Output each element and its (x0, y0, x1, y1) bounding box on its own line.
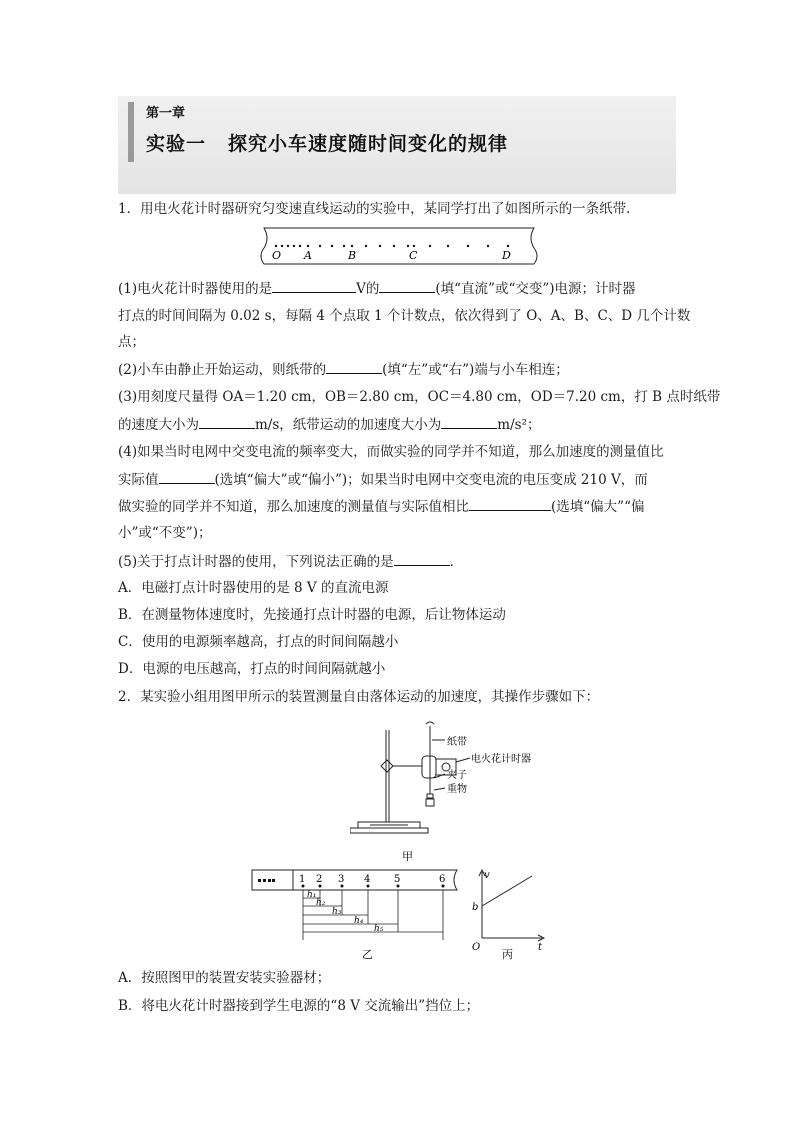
intercept-label: b (472, 902, 479, 913)
q1-option-d: D．电源的电压越高，打点的时间间隔就越小 (118, 661, 386, 677)
tape-label-D: D (502, 249, 511, 262)
page-title (146, 129, 508, 156)
weight (426, 799, 434, 806)
axis-t-label: t (538, 942, 543, 953)
q2-step-b: B．将电火花计时器接到学生电源的“8 V 交流输出”挡位上； (118, 998, 480, 1014)
tape-label-C: C (409, 249, 418, 262)
q1-part4-line2: 实际值 (选填“偏大”或“偏小”)；如果当时电网中交变电流的电压变成 210 V，而 (118, 472, 648, 488)
tape-dot (343, 245, 345, 247)
q2-figure-bing (466, 866, 556, 968)
clamp (381, 760, 393, 772)
chapter-label: 第一章 (146, 106, 186, 121)
tape-dot (429, 245, 431, 247)
q1-part1-line1: (1)电火花计时器使用的是 V的 (填“直流”或“交变”)电源；计时器 (118, 281, 636, 297)
h2-label: h₂ (316, 898, 326, 908)
tape-label-B: B (348, 249, 357, 262)
h5-label: h₅ (374, 924, 384, 934)
tape-dot (487, 245, 489, 247)
q1-part4-line1: (4)如果当时电网中交变电流的频率变大，而做实验的同学并不知道，那么加速度的测量值比 (118, 444, 664, 460)
tape-dot (407, 245, 409, 247)
answer-blank[interactable] (379, 279, 435, 293)
answer-blank[interactable] (441, 415, 497, 429)
tape-dot (413, 245, 415, 247)
header-accent-bar (128, 102, 134, 162)
label-weight: 重物 (447, 784, 467, 795)
tape-dot (281, 245, 283, 247)
q2-step-a: A．按照图甲的装置安装实验器材； (118, 970, 331, 986)
tape-outline (261, 228, 537, 264)
answer-blank[interactable] (272, 279, 356, 293)
tape-dot (507, 245, 509, 247)
q2-figure-yi (250, 866, 470, 968)
label-tape: 纸带 (447, 737, 467, 748)
q2-stem: 2．某实验小组用图甲所示的装置测量自由落体运动的加速度，其操作步骤如下： (118, 689, 600, 705)
tape-dot (299, 245, 301, 247)
origin-label: O (472, 942, 481, 953)
q1-tape-figure (258, 226, 540, 272)
tape-dot (447, 245, 449, 247)
tape-dot (379, 245, 381, 247)
axis-v-label: v (484, 870, 490, 881)
point-label-4: 4 (364, 874, 371, 885)
point-label-3: 3 (338, 874, 345, 885)
q1-option-b: B．在测量物体速度时，先接通打点计时器的电源，后让物体运动 (118, 607, 506, 623)
answer-blank[interactable] (394, 552, 450, 566)
caption-yi: 乙 (362, 948, 373, 961)
spark-timer (422, 756, 436, 778)
experiment-number: 实验一 (146, 133, 207, 155)
q1-part3-line2: 的速度大小为 m/s，纸带运动的加速度大小为 m/s²； (118, 417, 541, 433)
answer-blank[interactable] (159, 470, 215, 484)
q2-figure-jia (350, 718, 550, 872)
q1-part3-line1: (3)用刻度尺量得 OA＝1.20 cm，OB＝2.80 cm，OC＝4.80 cm，OD＝7.20 cm，打 B 点时纸带 (118, 389, 721, 405)
label-clip: 夹子 (447, 770, 467, 781)
tape-yi-outline (252, 870, 457, 890)
answer-blank[interactable] (199, 415, 255, 429)
experiment-title: 探究小车速度随时间变化的规律 (228, 133, 509, 155)
answer-blank[interactable] (469, 497, 551, 511)
tape-dot (393, 245, 395, 247)
caption-jia: 甲 (402, 850, 413, 863)
chapter-header (118, 96, 676, 194)
tape-dot (467, 245, 469, 247)
tape-dot (275, 245, 277, 247)
tape-dot (351, 245, 353, 247)
tape-label-A: A (304, 249, 312, 262)
h1-label: h₁ (307, 890, 317, 900)
q1-part5: (5)关于打点计时器的使用，下列说法正确的是 ． (118, 554, 464, 570)
answer-blank[interactable] (326, 360, 382, 374)
q1-part4-line4: 小”或“不变”)； (118, 525, 212, 541)
q1-part1-line2: 打点的时间间隔为 0.02 s，每隔 4 个点取 1 个计数点，依次得到了 O、A、B、C、D 几个计数 (118, 308, 691, 324)
label-timer: 电火花计时器 (471, 754, 531, 765)
point-label-6: 6 (439, 874, 446, 885)
caption-bing: 丙 (502, 948, 513, 961)
q1-option-a: A．电磁打点计时器使用的是 8 V 的直流电源 (118, 580, 389, 596)
tape-dot (319, 245, 321, 247)
q1-stem: 1．用电火花计时器研究匀变速直线运动的实验中，某同学打出了如图所示的一条纸带． (118, 201, 640, 217)
q1-part1-line3: 点； (118, 334, 145, 350)
q1-part4-line3: 做实验的同学并不知道，那么加速度的测量值与实际值相比 (选填“偏大”“偏 (118, 499, 645, 515)
point-label-1: 1 (299, 874, 306, 885)
tape-dot (365, 245, 367, 247)
q1-option-c: C．使用的电源频率越高，打点的时间间隔越小 (118, 634, 399, 650)
point-label-2: 2 (316, 874, 323, 885)
h4-label: h₄ (354, 916, 364, 926)
tape-dot (287, 245, 289, 247)
tape-dot (331, 245, 333, 247)
tape-dot (307, 245, 309, 247)
point-label-5: 5 (394, 874, 401, 885)
h3-label: h₃ (332, 907, 342, 917)
q1-part2: (2)小车由静止开始运动，则纸带的 (填“左”或“右”)端与小车相连； (118, 362, 569, 378)
tape-dot (293, 245, 295, 247)
tape-label-O: O (272, 249, 282, 262)
